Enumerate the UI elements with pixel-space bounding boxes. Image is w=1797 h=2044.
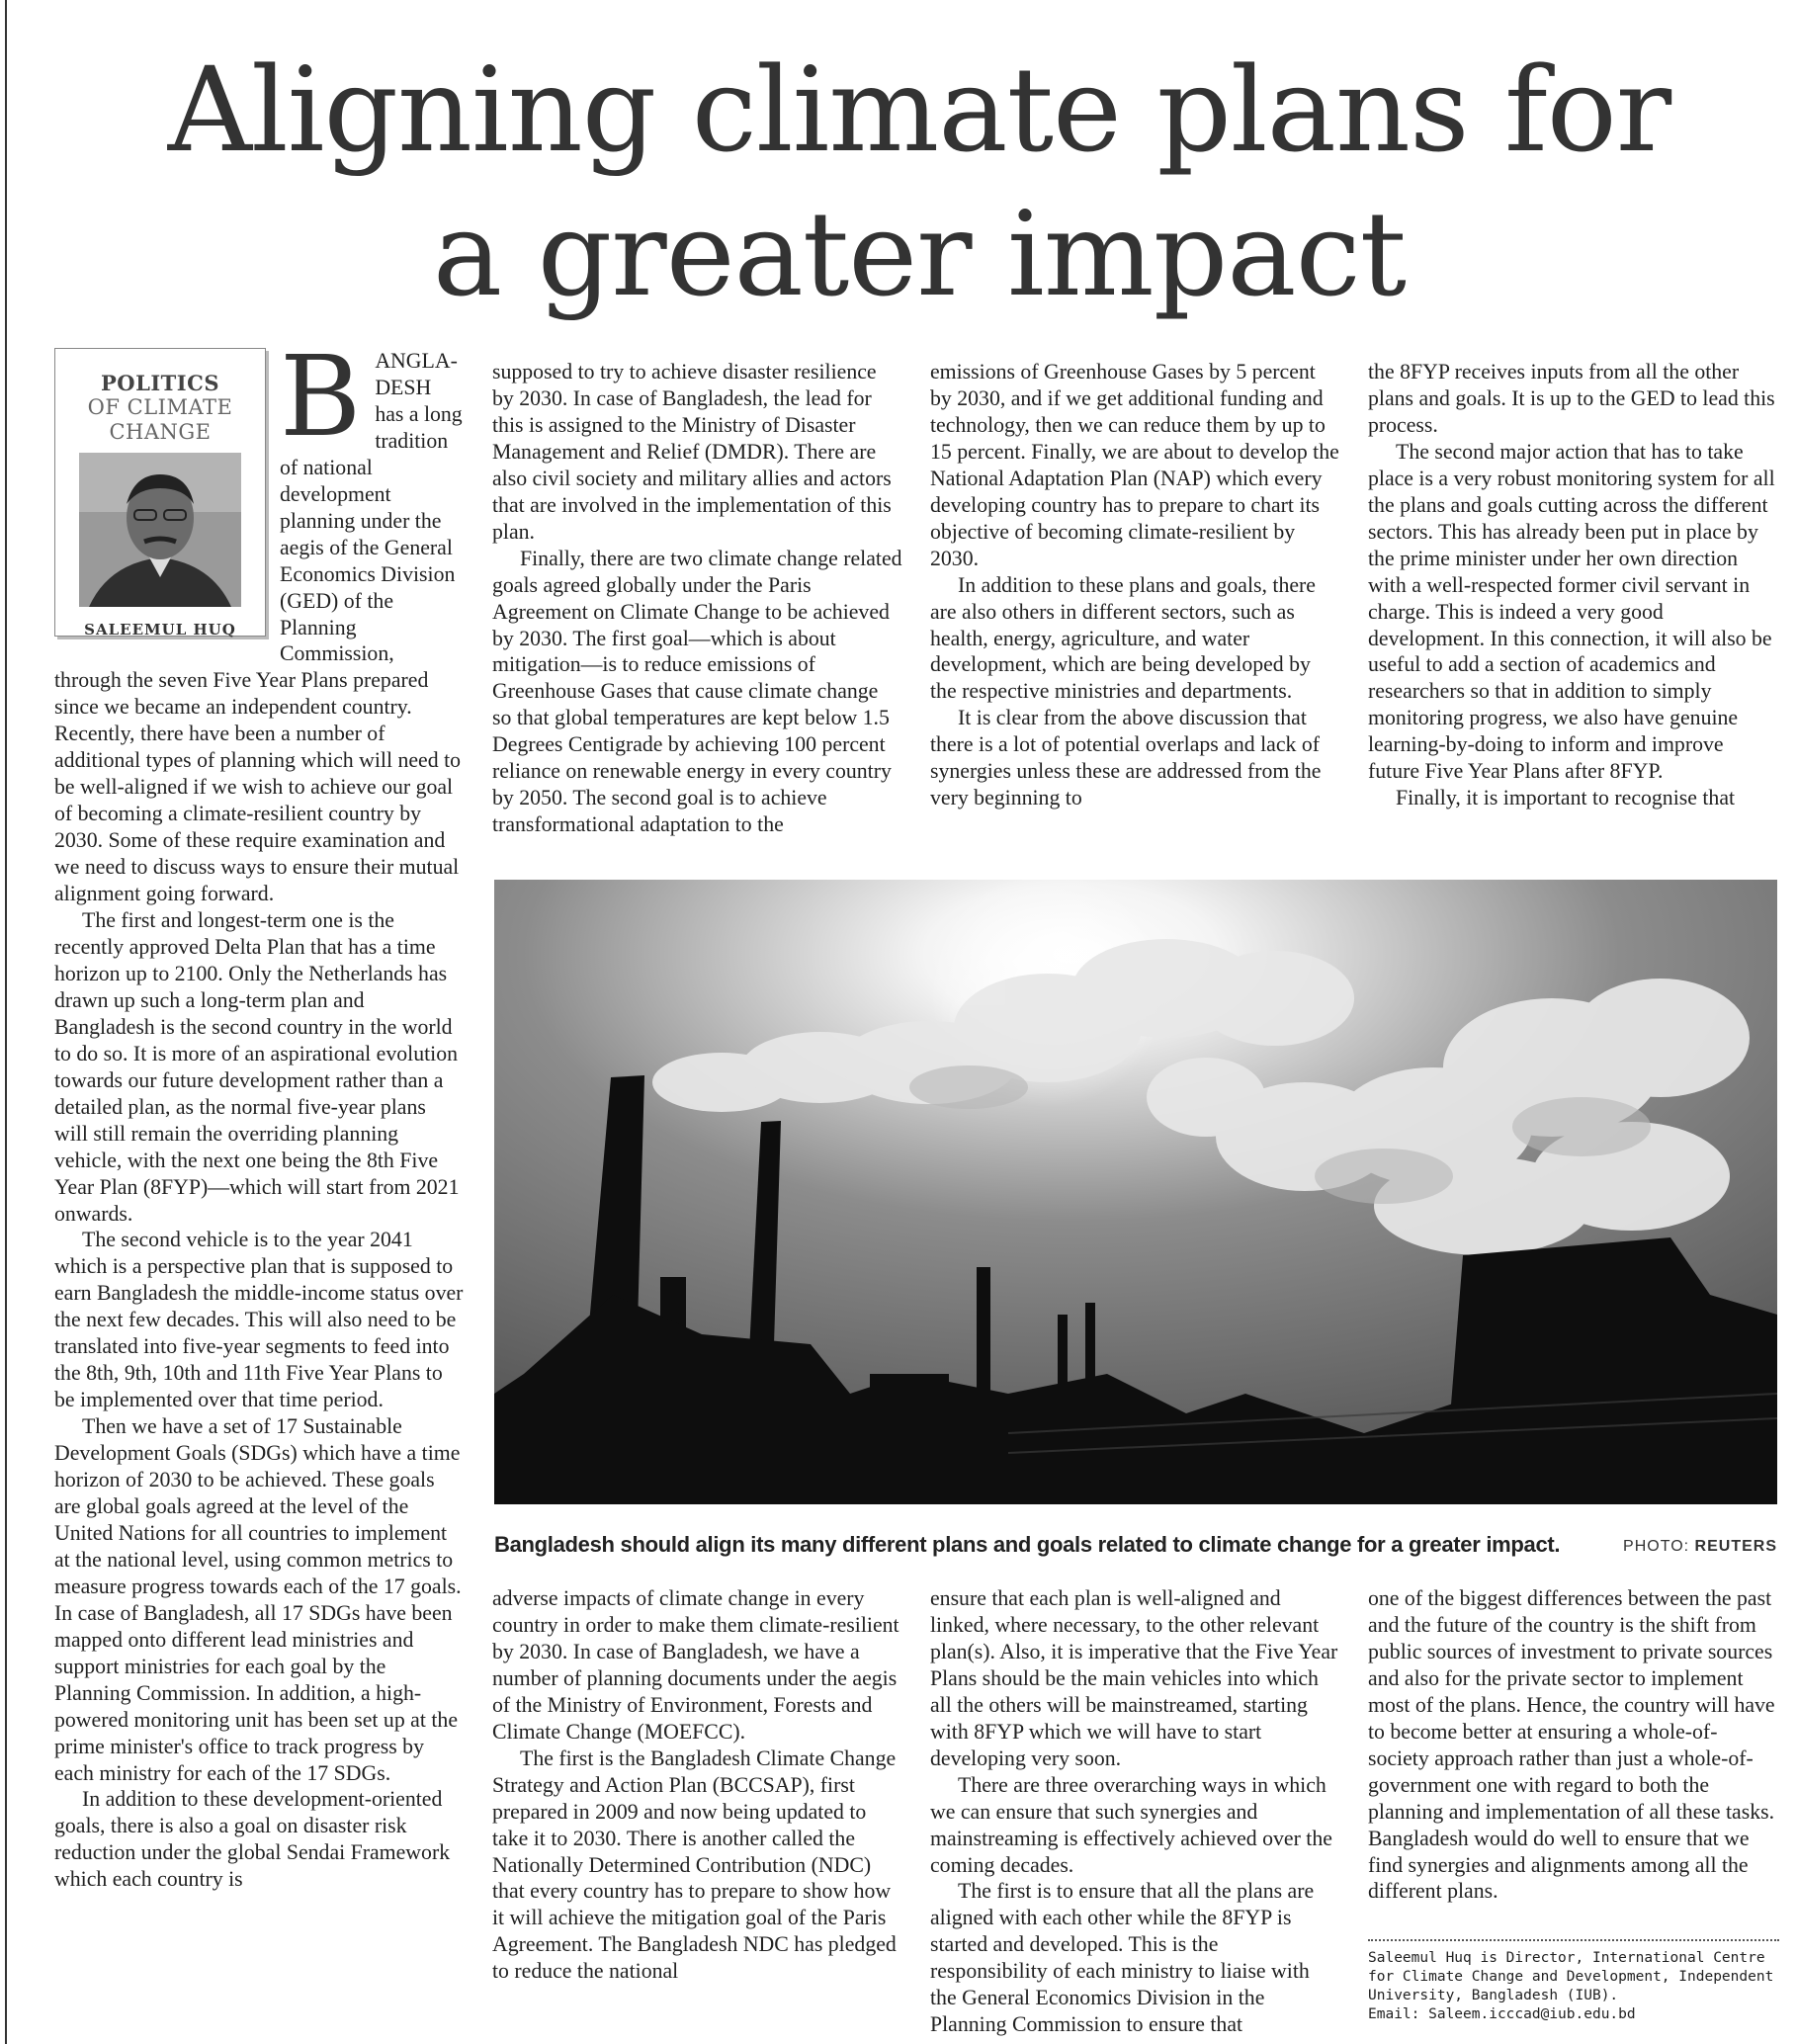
article-paragraph: In addition to these plans and goals, there are also others in different sectors, such as health, energy, agriculture, and water development, which are being developed by the respective ministries and departments. bbox=[930, 572, 1316, 704]
photo-credit: PHOTO: REUTERS bbox=[1623, 1538, 1777, 1555]
article-paragraph: Finally, there are two climate change related goals agreed globally under the Paris Agreement on Climate Change to be achieved by 2030. The first goal—which is about mitigation—is to reduce emissions of Greenhouse Gases that cause climate change so that global temperatures are kept below 1.5 Degrees Centigrade by achieving 100 percent reliance on renewable energy in every country by 2050. The second goal is to achieve transformational adaptation to the bbox=[492, 546, 902, 837]
article-column-4-top bbox=[1368, 359, 1778, 865]
article-paragraph: In addition to these development-oriented goals, there is also a goal on disaster risk reduction under the global Sendai Framework which each country is bbox=[54, 1787, 451, 1892]
article-column-2-top bbox=[492, 359, 902, 865]
article-column-1 bbox=[54, 348, 465, 2040]
article-paragraph: emissions of Greenhouse Gases by 5 percent by 2030, and if we get additional funding and technology, then we can reduce them by up to 15 percent. Finally, we are about to develop the National Adaptation Plan (NAP) which every developing country has to prepare to chart its objective of becoming climate-resilient by 2030. bbox=[930, 360, 1339, 570]
article-photo bbox=[494, 880, 1777, 1504]
author-bio bbox=[1368, 1939, 1779, 2024]
article-paragraph: The first is to ensure that all the plans are aligned with each other while the 8FYP is started and developed. This is the responsibility of each ministry to liaise with the General Economics Division in the Planning Commission to ensure that bbox=[930, 1879, 1315, 2037]
column-byline-box bbox=[54, 348, 266, 637]
author-email: Email: Saleem.icccad@iub.edu.bd bbox=[1368, 2006, 1636, 2022]
article-paragraph: supposed to try to achieve disaster resilience by 2030. In case of Bangladesh, the lead for this is assigned to the Ministry of Disaster Management and Relief (DMDR). There are also civil society and military allies and actors that are involved in the implementation of this plan. bbox=[492, 360, 892, 544]
drop-cap: B bbox=[280, 348, 362, 462]
article-paragraph: BANGLA-DESH has a long tradition of national development planning under the aegis of the General Economics Division (GED) of the Planning Commission, through the seven Five Year Plans prepared since we became an independent country. Recently, there have been a number of additional types of planning which will need to be well-aligned if we wish to achieve our goal of becoming a climate-resilient country by 2030. Some of these require examination and we need to discuss ways to ensure their mutual alignment going forward. bbox=[54, 348, 463, 906]
article-paragraph: The first is the Bangladesh Climate Change Strategy and Action Plan (BCCSAP), first prepared in 2009 and now being updated to take it to 2030. There is another called the Nationally Determined Contribution (NDC) that every country has to prepare to show how it will achieve the mitigation goal of the Paris Agreement. The Bangladesh NDC has pledged to reduce the national bbox=[492, 1746, 897, 1984]
article-paragraph: There are three overarching ways in which we can ensure that such synergies and mainstreaming is effectively achieved over the coming decades. bbox=[930, 1772, 1332, 1877]
column-kicker-line2: OF CLIMATE bbox=[87, 395, 233, 419]
article-paragraph: The second vehicle is to the year 2041 which is a perspective plan that is supposed to earn Bangladesh the middle-income status over the next few decades. This will also need to be translated into five-year segments to feed into the 8th, 9th, 10th and 11th Five Year Plans to be implemented over that time period. bbox=[54, 1228, 464, 1412]
page-left-rule bbox=[5, 0, 7, 2044]
author-portrait-icon bbox=[79, 453, 241, 607]
article-paragraph: Finally, it is important to recognise that bbox=[1396, 786, 1736, 810]
article-paragraph: ensure that each plan is well-aligned and linked, where necessary, to the other relevant plan(s). Also, it is imperative that the Five Year Plans should be the main vehicles into which all the others will be mainstreamed, starting with 8FYP which we will have to start developing very soon. bbox=[930, 1586, 1338, 1770]
column-kicker-line3: CHANGE bbox=[109, 420, 212, 444]
article-column-3-top bbox=[930, 359, 1340, 865]
photo-caption: Bangladesh should align its many different plans and goals related to climate change for a greater impact. bbox=[494, 1532, 1561, 1557]
article-paragraph: one of the biggest differences between the past and the future of the country is the shift from public sources of investment to private sources and also for the private sector to implement most of the plans. Hence, the country will have to become better at ensuring a whole-of-society approach rather than just a whole-of-government one with regard to both the planning and implementation of all these tasks. Bangladesh would do well to ensure that we find synergies and alignments among all the different plans. bbox=[1368, 1586, 1775, 1904]
article-paragraph: It is clear from the above discussion that there is a lot of potential overlaps and lack of synergies unless these are addressed from the very beginning to bbox=[930, 706, 1322, 810]
author-bio-text: Saleemul Huq is Director, International Centre for Climate Change and Development, Independent University, Bangladesh (IUB). bbox=[1368, 1950, 1774, 2003]
article-paragraph: The first and longest-term one is the recently approved Delta Plan that has a time horizon up to 2100. Only the Netherlands has drawn up such a long-term plan and Bangladesh is the second country in the world to do so. It is more of an aspirational evolution towards our future development rather than a detailed plan, as the normal five-year plans will still remain the overriding planning vehicle, with the next one being the 8th Five Year Plan (8FYP)—which will start from 2021 onwards. bbox=[54, 908, 460, 1226]
article-column-3-bottom bbox=[930, 1585, 1340, 2040]
article-paragraph: the 8FYP receives inputs from all the other plans and goals. It is up to the GED to lead this process. bbox=[1368, 360, 1775, 437]
author-name: SALEEMUL HUQ bbox=[84, 621, 236, 639]
article-paragraph: adverse impacts of climate change in every country in order to make them climate-resilient by 2030. In case of Bangladesh, we have a number of planning documents under the aegis of the Ministry of Environment, Forests and Climate Change (MOEFCC). bbox=[492, 1586, 899, 1744]
article-paragraph: The second major action that has to take place is a very robust monitoring system for all the plans and goals cutting across the different sectors. This has already been put in place by the prime minister under her own direction with a well-respected former civil servant in charge. This is indeed a very good development. In this connection, it will also be useful to add a section of academics and researchers so that in addition to simply monitoring progress, we also have genuine learning-by-doing to inform and improve future Five Year Plans after 8FYP. bbox=[1368, 439, 1775, 784]
article-column-2-bottom bbox=[492, 1585, 902, 2040]
article-paragraph: Then we have a set of 17 Sustainable Development Goals (SDGs) which have a time horizon of 2030 to be achieved. These goals are global goals agreed at the level of the United Nations for all countries to implement at the national level, using common metrics to measure progress towards each of the 17 goals. In case of Bangladesh, all 17 SDGs have been mapped onto different lead ministries and support ministries for each goal by the Planning Commission. In addition, a high-powered monitoring unit has been set up at the prime minister's office to track progress by each ministry for each of the 17 SDGs. bbox=[54, 1414, 462, 1785]
headline: Aligning climate plans for a greater impact bbox=[167, 42, 1671, 322]
article-column-4-bottom bbox=[1368, 1585, 1778, 1921]
column-kicker-line1: POLITICS bbox=[100, 371, 219, 395]
